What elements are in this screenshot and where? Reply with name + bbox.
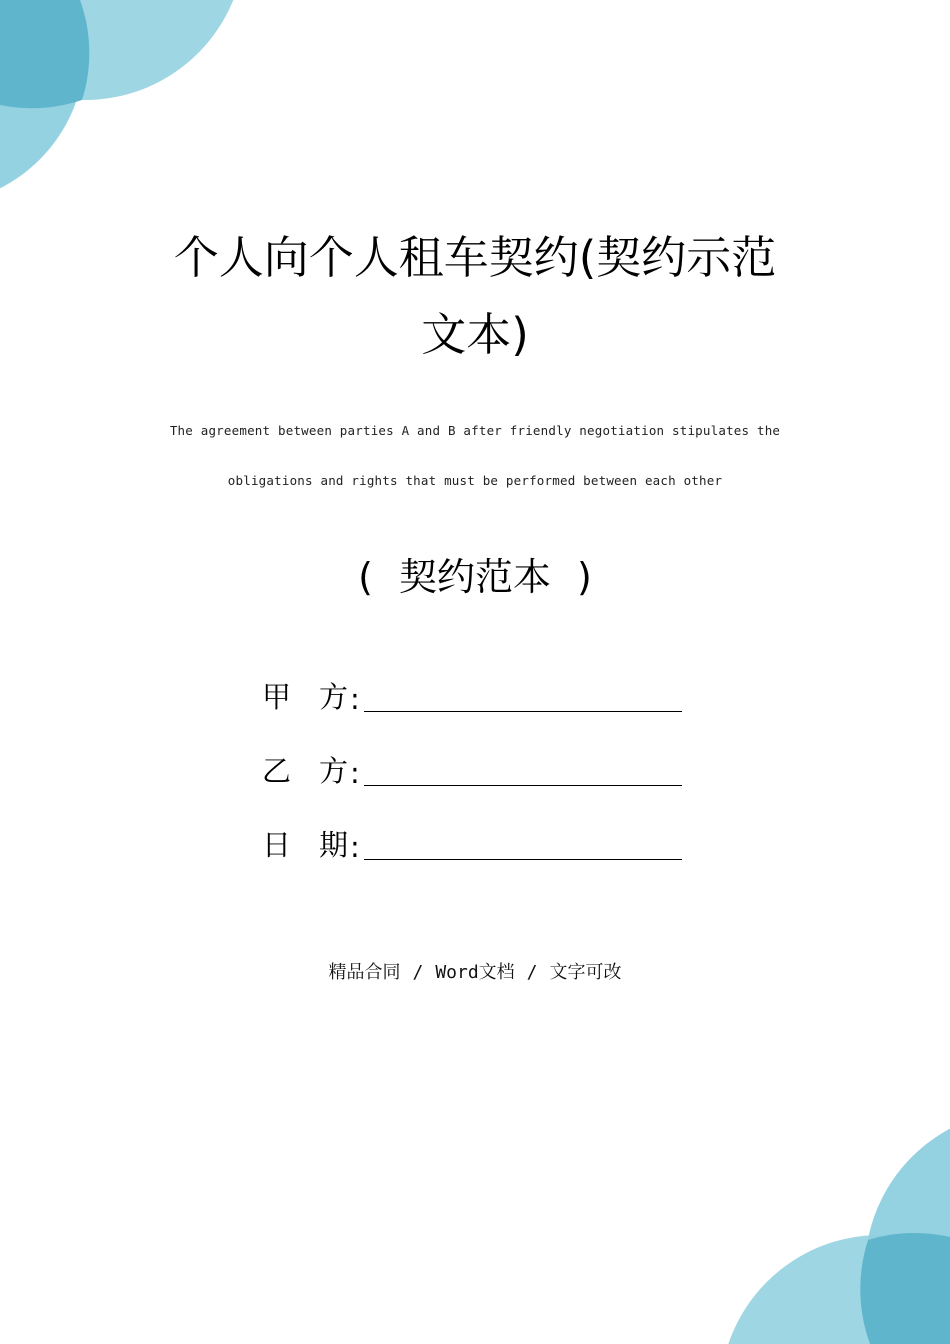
document-title-line1: 个人向个人租车契约(契约示范 xyxy=(173,231,777,284)
date-colon: : xyxy=(350,830,360,864)
top-left-circles xyxy=(0,0,245,205)
party-b-label-char1: 乙 xyxy=(262,754,292,788)
footer-part2-rest: 文档 xyxy=(478,962,515,983)
date-field xyxy=(262,824,682,864)
badge-text: 契约范本 xyxy=(398,555,551,599)
footer-tagline xyxy=(0,958,950,984)
date-label-char1: 日 xyxy=(262,828,292,862)
footer-part1: 精品合同 xyxy=(328,962,401,983)
english-subtitle-line2: obligations and rights that must be performed between each other xyxy=(227,473,723,488)
footer-separator-1: / xyxy=(412,962,424,983)
party-a-label-char2: 方 xyxy=(319,680,349,714)
party-a-label-char1: 甲 xyxy=(262,680,292,714)
footer-part2-word: Word xyxy=(435,962,479,983)
party-b-label-char2: 方 xyxy=(319,754,349,788)
party-a-underline[interactable] xyxy=(364,711,682,712)
party-a-colon: : xyxy=(350,682,360,716)
english-subtitle-line1: The agreement between parties A and B after friendly negotiation stipulates the xyxy=(169,423,781,438)
badge-close-paren: ) xyxy=(577,555,592,599)
document-title-line2: 文本) xyxy=(421,308,529,361)
party-b-colon: : xyxy=(350,756,360,790)
party-a-field xyxy=(262,676,682,716)
date-label-char2: 期 xyxy=(319,828,349,862)
contract-template-badge xyxy=(0,546,950,601)
party-b-field xyxy=(262,750,682,790)
footer-part3: 文字可改 xyxy=(549,962,622,983)
date-underline[interactable] xyxy=(364,859,682,860)
bottom-right-circles xyxy=(720,1110,950,1344)
footer-separator-2: / xyxy=(526,962,538,983)
badge-open-paren: ( xyxy=(358,555,373,599)
party-b-underline[interactable] xyxy=(364,785,682,786)
